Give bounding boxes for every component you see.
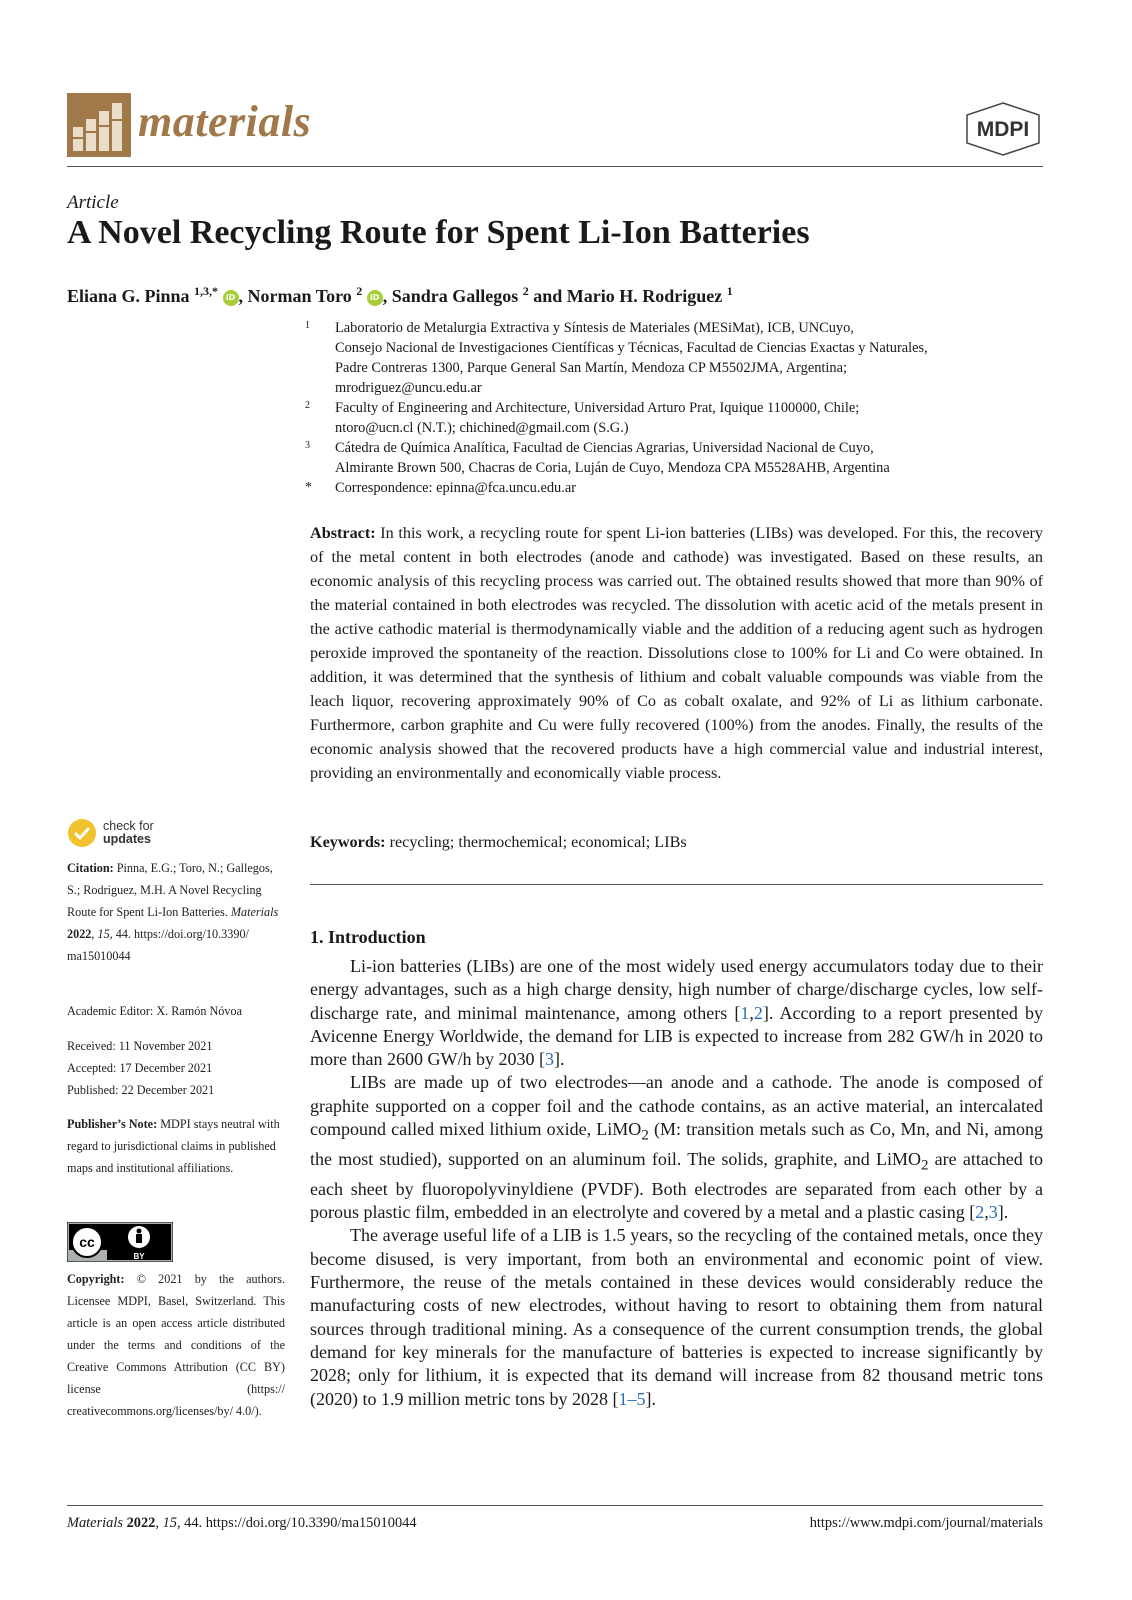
citation-link[interactable]: 2: [975, 1202, 985, 1223]
cc-by-license-icon[interactable]: [67, 1222, 173, 1262]
paragraph: Li-ion batteries (LIBs) are one of the most widely used energy accumulators today due to their energy advantages, such as a high charge density, high number of charge/discharge cycles, low self-discharge rate, and minimal maintenance, among others [1,2]. According to a report presented by Avicenne Energy Worldwide, the demand for LIB is expected to increase from 282 GW/h in 2020 to more than 2600 GW/h by 2030 [3].: [310, 956, 1043, 1070]
footer-citation: Materials 2022, 15, 44. https://doi.org/10.3390/ma15010044: [67, 1515, 417, 1531]
check-for-updates-label[interactable]: check for updates: [103, 819, 154, 846]
author-name[interactable]: Sandra Gallegos: [391, 286, 519, 306]
academic-editor: Academic Editor: X. Ramón Nóvoa: [67, 1004, 242, 1018]
abstract: [310, 521, 1043, 785]
published-date: Published: 22 December 2021: [67, 1083, 215, 1097]
received-date: Received: 11 November 2021: [67, 1039, 213, 1053]
author-affiliation-sup: 1,3,*: [194, 284, 219, 298]
paragraph: The average useful life of a LIB is 1.5 years, so the recycling of the contained metals, once they become disused, is very important, from both an environmental and economic point of view. Furthermore, the reuse of the metals contained in these devices would considerably reduce the manufacturing costs of new electrodes, without having to resort to obtaining them from natural sources through traditional mining. As a consequence of the current consumption trends, the global demand for key minerals for the manufacture of batteries is expected to increase significantly by 2028; only for lithium, it is expected that its demand will increase from 82 thousand metric tons (2020) to 1.9 million metric tons by 2028 [1–5].: [310, 1225, 1043, 1409]
svg-text:cc: cc: [79, 1234, 95, 1250]
footer-journal-url[interactable]: https://www.mdpi.com/journal/materials: [809, 1515, 1043, 1531]
citation-link[interactable]: 1: [740, 1002, 750, 1023]
author-affiliation-sup: 2: [522, 284, 529, 298]
journal-logo-icon: [67, 93, 131, 157]
author-name[interactable]: Eliana G. Pinna: [67, 286, 190, 306]
orcid-icon[interactable]: iD: [223, 290, 239, 306]
citation-link[interactable]: 2: [753, 1002, 763, 1023]
header-divider: [67, 166, 1043, 167]
orcid-icon[interactable]: iD: [367, 290, 383, 306]
article-title: A Novel Recycling Route for Spent Li-Ion Batteries: [67, 214, 810, 251]
abstract-label: Abstract:: [310, 524, 376, 542]
footer-divider: [67, 1505, 1043, 1506]
paragraph: LIBs are made up of two electrodes—an anode and a cathode. The anode is composed of graphite supported on a copper foil and the cathode contains, as an active material, an intercalated compound called mixed lithium oxide, LiMO$_2$ (M: transition metals such as Co, Mn, and Ni, among the most studied), supported on an aluminum foil. The solids, graphite, and LiMO$_2$ are attached to each sheet by fluoropolyvinyldiene (PVDF). Both electrodes are separated from each other by a porous plastic film, embedded in an electrolyte and covered by a metal and a plastic casing [2,3].: [310, 1072, 1043, 1223]
check-for-updates-icon[interactable]: [67, 818, 97, 848]
journal-name: materials: [138, 97, 312, 146]
footer-doi-link[interactable]: , 44. https://doi.org/10.3390/ma15010044: [176, 1515, 417, 1531]
keywords: [310, 833, 687, 852]
section-heading: 1. Introduction: [310, 927, 426, 947]
keywords-text: recycling; thermochemical; economical; LIBs: [389, 833, 687, 851]
author-name[interactable]: Norman Toro: [247, 286, 352, 306]
doi-link[interactable]: , 44. https://doi.org/10.3390/ ma15010044: [67, 927, 249, 963]
cc-by-text: BY: [133, 1252, 145, 1261]
mdpi-logo-icon: [963, 101, 1043, 156]
accepted-date: Accepted: 17 December 2021: [67, 1061, 213, 1075]
keywords-label: Keywords:: [310, 833, 386, 851]
citation-link[interactable]: 3: [544, 1049, 554, 1070]
abstract-divider: [310, 884, 1043, 885]
citation-link[interactable]: 1–5: [618, 1388, 646, 1409]
author-list: Eliana G. Pinna $^{1,3,*}$ iD , Norman Toro $^2$ iD , Sandra Gallegos $^2$ and Mario H. Rodriguez $^1$: [67, 284, 733, 306]
mdpi-logo-text: MDPI: [976, 118, 1030, 141]
author-affiliation-sup: 1: [726, 284, 733, 298]
citation-link[interactable]: 3: [988, 1202, 998, 1223]
copyright-block: Copyright: © 2021 by the authors. Licensee MDPI, Basel, Switzerland. This article is an open access article distributed under the terms and conditions of the Creative Commons Attribution (CC BY) license (https:// creativecommons.org/licenses/by/ 4.0/).: [67, 1272, 286, 1418]
citation-block: Citation: Pinna, E.G.; Toro, N.; Gallegos, S.; Rodriguez, M.H. A Novel Recycling Route for Spent Li-Ion Batteries. Materials 2022, 15, 44. https://doi.org/10.3390/ ma15010044: [67, 861, 279, 963]
author-name[interactable]: Mario H. Rodriguez: [566, 286, 723, 306]
abstract-text: In this work, a recycling route for spent Li-ion batteries (LIBs) was developed. For this, the recovery of the metal content in both electrodes (anode and cathode) was investigated. Based on these results, an economic analysis of this recycling process was carried out. The obtained results showed that more than 90% of the material contained in both electrodes was recycled. The dissolution with acetic acid of the metals present in the active cathodic material is thermodynamically viable and the addition of a reducing agent such as hydrogen peroxide improved the spontaneity of the reaction. Dissolutions close to 100% for Li and Co were obtained. In addition, it was determined that the synthesis of lithium and cobalt valuable compounds was viable from the leach liquor, recovering approximately 90% of Co as cobalt oxalate, and 92% of Li as lithium carbonate. Furthermore, carbon graphite and Cu were fully recovered (100%) from the anodes. Finally, the results of the economic analysis showed that the recovered products have a high commercial value and industrial interest, providing an environmentally and economically viable process.: [310, 524, 1044, 782]
introduction-body: [310, 955, 1043, 1411]
publisher-note: Publisher’s Note: MDPI stays neutral with regard to jurisdictional claims in published maps and institutional affiliations.: [67, 1117, 280, 1175]
article-type: Article: [67, 192, 119, 213]
author-affiliation-sup: 2: [356, 284, 363, 298]
